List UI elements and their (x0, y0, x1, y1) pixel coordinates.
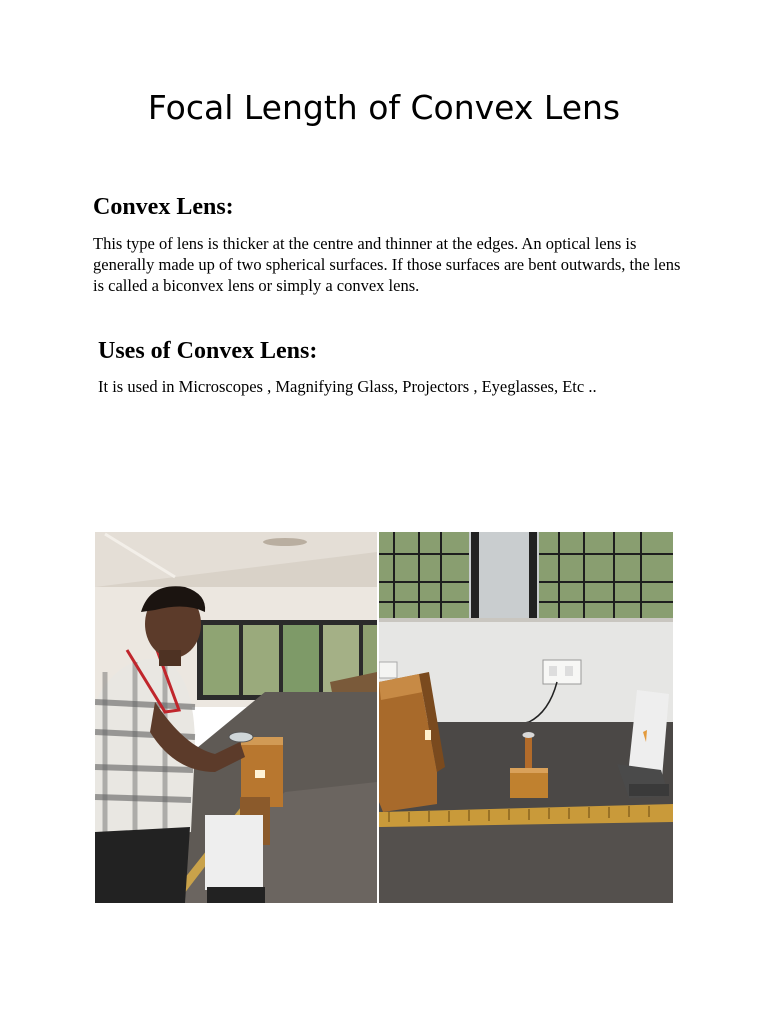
student-with-lens-photo (95, 532, 377, 903)
section-body-convex-lens: This type of lens is thicker at the centre and thinner at the edges. An optical lens is generally made up of two spherical surfaces. If those surfaces are bent outwards, the lens is called a biconvex lens or simply a convex lens. (93, 234, 681, 295)
section-heading-uses: Uses of Convex Lens: (98, 338, 318, 364)
section-heading-convex-lens: Convex Lens: (93, 194, 234, 220)
optical-bench-setup-photo (379, 532, 673, 903)
page-title: Focal Length of Convex Lens (147, 88, 621, 127)
section-body-uses: It is used in Microscopes , Magnifying Glass, Projectors , Eyeglasses, Etc .. (98, 377, 597, 396)
